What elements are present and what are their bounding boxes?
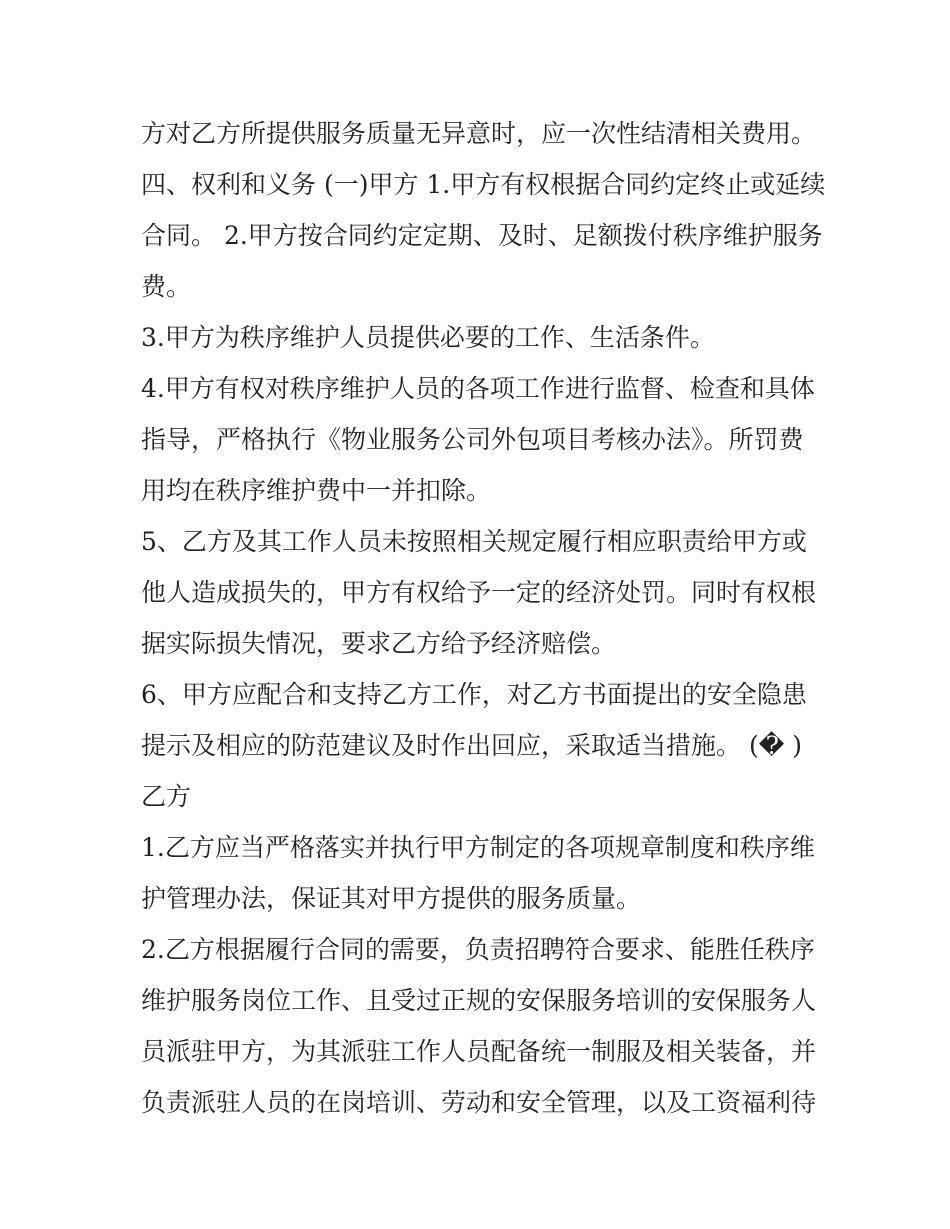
text-line: 指导，严格执行《物业服务公司外包项目考核办法》。所罚费: [141, 425, 804, 454]
text-line: 4.甲方有权对秩序维护人员的各项工作进行监督、检查和具体: [141, 374, 815, 403]
text-line: 护管理办法，保证其对甲方提供的服务质量。: [141, 884, 642, 913]
document-body: [141, 108, 826, 1128]
text-line: 合同。 2.甲方按合同约定定期、及时、足额拨付秩序维护服务: [141, 221, 823, 250]
text-line: 员派驻甲方，为其派驻工作人员配备统一制服及相关装备，并: [141, 1037, 817, 1066]
text-line: 1.乙方应当严格落实并执行甲方制定的各项规章制度和秩序维: [141, 833, 815, 862]
text-line: 6、甲方应配合和支持乙方工作，对乙方书面提出的安全隐患: [141, 680, 807, 709]
text-line: 负责派驻人员的在岗培训、劳动和安全管理，以及工资福利待: [141, 1088, 817, 1117]
text-line: 提示及相应的防范建议及时作出回应，采取适当措施。 (� ): [141, 731, 803, 760]
text-line: 维护服务岗位工作、且受过正规的安保服务培训的安保服务人: [141, 986, 817, 1015]
text-line: 5、乙方及其工作人员未按照相关规定履行相应职责给甲方或: [141, 527, 807, 556]
text-line: 3.甲方为秩序维护人员提供必要的工作、生活条件。: [141, 323, 715, 352]
text-line: 乙方: [141, 782, 192, 811]
text-line: 他人造成损失的，甲方有权给予一定的经济处罚。同时有权根: [141, 578, 817, 607]
text-line: 费。: [141, 272, 192, 301]
text-line: 用均在秩序维护费中一并扣除。: [141, 476, 492, 505]
text-line: 2.乙方根据履行合同的需要，负责招聘符合要求、能胜任秩序: [141, 935, 815, 964]
text-line: 据实际损失情况，要求乙方给予经济赔偿。: [141, 629, 617, 658]
text-line: 方对乙方所提供服务质量无异意时，应一次性结清相关费用。: [141, 119, 817, 148]
text-line: 四、权利和义务 (一)甲方 1.甲方有权根据合同约定终止或延续: [141, 170, 826, 199]
